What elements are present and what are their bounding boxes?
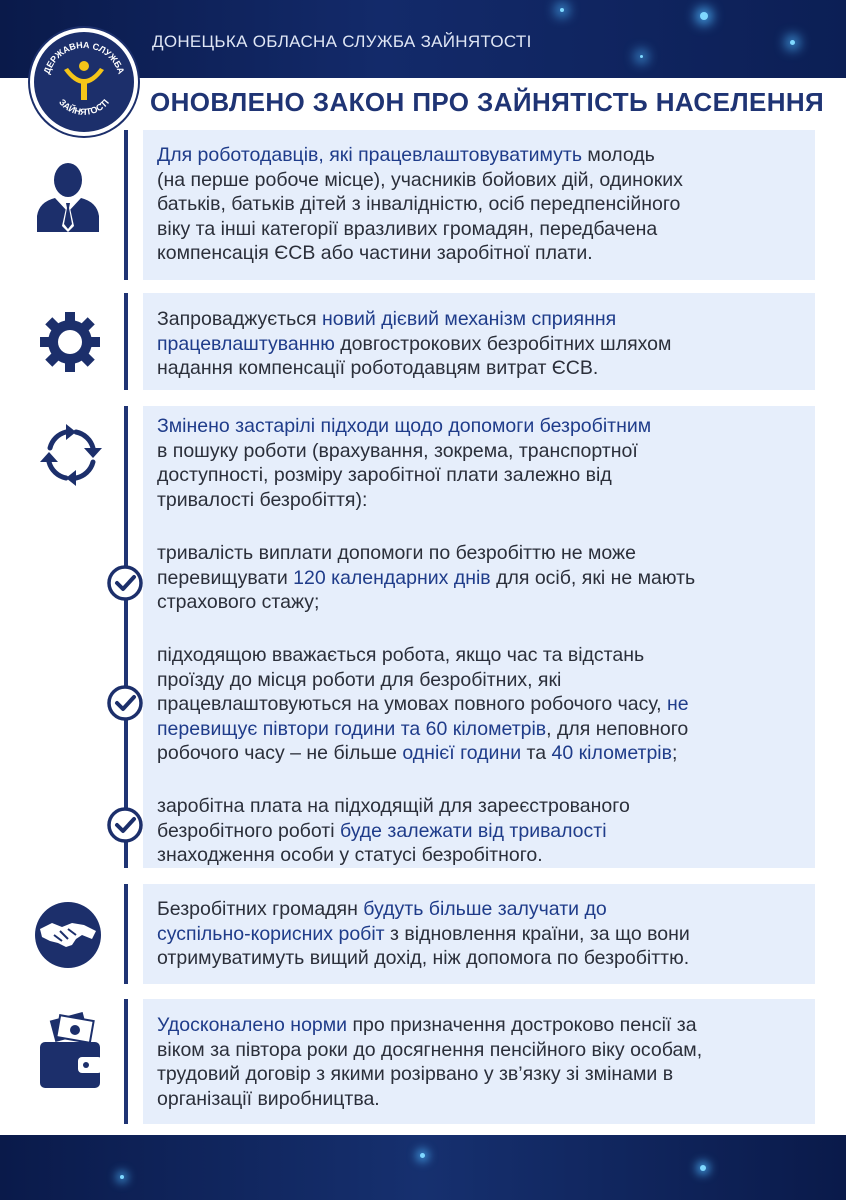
- highlighted-text: буде залежати від тривалості: [339, 819, 607, 842]
- body-text: заробітна плата на підходящій для зареєстрованого: [157, 795, 630, 817]
- text-line: [157, 307, 807, 332]
- text-line: [157, 414, 807, 439]
- text-line: [157, 794, 807, 819]
- page-title: ОНОВЛЕНО ЗАКОН ПРО ЗАЙНЯТІСТЬ НАСЕЛЕННЯ: [150, 87, 825, 117]
- body-text: про призначення достроково пенсії за: [347, 1014, 697, 1036]
- logo: [30, 28, 138, 136]
- body-text: отримуватимуть вищий дохід, ніж допомога по безробіттю.: [157, 947, 690, 969]
- body-text: батьків, батьків дітей з інвалідністю, осіб передпенсійного: [157, 193, 681, 215]
- svg-text:ДЕРЖАВНА СЛУЖБА: ДЕРЖАВНА СЛУЖБА: [41, 39, 127, 76]
- text-line: [157, 1062, 807, 1087]
- body-text: довгострокових безробітних шляхом: [334, 332, 672, 355]
- body-text: страхового стажу;: [157, 591, 320, 613]
- section-text: [157, 897, 807, 971]
- body-text: проїзду до місця роботи для безробітних, які: [157, 668, 562, 691]
- body-text: знаходження особи у статусі безробітного.: [157, 844, 543, 866]
- text-line: [157, 922, 807, 947]
- highlighted-text: 40 кілометрів: [551, 742, 673, 764]
- text-line: [157, 463, 807, 488]
- footer-band: [0, 1135, 846, 1200]
- highlighted-text: працевлаштуванню: [157, 332, 335, 355]
- body-text: Запроваджується: [157, 308, 323, 330]
- text-line: [157, 566, 807, 591]
- text-line: [157, 356, 807, 381]
- body-text: ;: [672, 742, 678, 764]
- text-line: [157, 217, 807, 242]
- handshake-icon: [32, 899, 104, 971]
- body-text: молодь: [582, 144, 655, 166]
- highlighted-text: Змінено застарілі підходи щодо допомоги безробітним: [157, 415, 652, 437]
- body-text: в пошуку роботи (врахування, зокрема, транспортної: [157, 439, 638, 462]
- body-text: перевищувати: [157, 566, 294, 589]
- divider-line: [124, 130, 128, 280]
- person-icon: [35, 160, 101, 232]
- body-text: компенсація ЄСВ або частини заробітної плати.: [157, 242, 593, 264]
- check-circle-icon: [106, 684, 144, 722]
- highlighted-text: 120 календарних днів: [293, 566, 491, 589]
- highlighted-text: Удосконалено норми: [157, 1014, 348, 1036]
- body-text: надання компенсації роботодавцям витрат ЄСВ.: [157, 357, 599, 379]
- body-text: підходящою вважається робота, якщо час та відстань: [157, 644, 645, 666]
- text-line: [157, 1013, 807, 1038]
- text-line: [157, 590, 807, 615]
- wallet-money-icon: [38, 1012, 104, 1090]
- text-line: [157, 946, 807, 971]
- svg-text:ЗАЙНЯТОСТІ: ЗАЙНЯТОСТІ: [57, 97, 111, 117]
- text-line: [157, 897, 807, 922]
- text-line: [157, 643, 807, 668]
- text-line: [157, 168, 807, 193]
- bullet-text: [157, 541, 807, 615]
- organization-name: ДОНЕЦЬКА ОБЛАСНА СЛУЖБА ЗАЙНЯТОСТІ: [152, 32, 532, 51]
- divider-line: [124, 999, 128, 1124]
- highlighted-text: Для роботодавців, які працевлаштовуватимуть: [157, 144, 582, 166]
- section-text: [157, 307, 807, 381]
- divider-line: [124, 293, 128, 390]
- text-line: [157, 843, 807, 868]
- highlighted-text: однієї години: [402, 742, 522, 764]
- section-text: [157, 414, 807, 512]
- text-line: [157, 819, 807, 844]
- body-text: працевлаштовуються на умовах повного робочого часу,: [157, 693, 667, 715]
- highlighted-text: перевищує півтори години та 60 кілометрів: [157, 717, 547, 740]
- body-text: (на перше робоче місце), учасників бойових дій, одиноких: [157, 168, 683, 191]
- check-circle-icon: [106, 806, 144, 844]
- text-line: [157, 488, 807, 513]
- check-circle-icon: [106, 564, 144, 602]
- body-text: та: [521, 742, 552, 764]
- body-text: віку та інші категорії вразливих громадян, передбачена: [157, 217, 658, 240]
- text-line: [157, 192, 807, 217]
- text-line: [157, 241, 807, 266]
- body-text: для осіб, які не мають: [490, 566, 696, 589]
- body-text: безробітного роботі: [157, 819, 340, 842]
- body-text: організації виробництва.: [157, 1087, 380, 1110]
- body-text: з відновлення країни, за що вони: [384, 922, 690, 945]
- logo-emblem-icon: [34, 32, 134, 132]
- section-text: [157, 1013, 807, 1111]
- divider-line: [124, 406, 128, 868]
- body-text: тривалості безробіття):: [157, 488, 368, 511]
- bullet-text: [157, 794, 807, 868]
- body-text: тривалість виплати допомоги по безробіттю не може: [157, 542, 636, 564]
- text-line: [157, 541, 807, 566]
- body-text: віком за півтора роки до досягнення пенсійного віку особам,: [157, 1038, 703, 1061]
- bullet-text: [157, 643, 807, 766]
- highlighted-text: не: [666, 693, 689, 715]
- text-line: [157, 741, 807, 766]
- text-line: [157, 143, 807, 168]
- body-text: робочого часу – не більше: [157, 742, 403, 764]
- text-line: [157, 668, 807, 693]
- text-line: [157, 692, 807, 717]
- highlighted-text: суспільно-корисних робіт: [157, 922, 385, 945]
- text-line: [157, 1087, 807, 1112]
- highlighted-text: будуть більше залучати до: [363, 898, 607, 920]
- highlighted-text: новий дієвий механізм сприяння: [322, 308, 617, 330]
- body-text: доступності, розміру заробітної плати залежно від: [157, 464, 612, 486]
- text-line: [157, 439, 807, 464]
- body-text: Безробітних громадян: [157, 898, 364, 920]
- body-text: трудовий договір з якими розірвано у зв’язку зі змінами в: [157, 1063, 674, 1085]
- text-line: [157, 1038, 807, 1063]
- divider-line: [124, 884, 128, 984]
- refresh-arrows-icon: [36, 420, 106, 490]
- body-text: , для неповного: [546, 717, 689, 740]
- section-text: [157, 143, 807, 266]
- text-line: [157, 332, 807, 357]
- gear-icon: [38, 310, 102, 374]
- text-line: [157, 717, 807, 742]
